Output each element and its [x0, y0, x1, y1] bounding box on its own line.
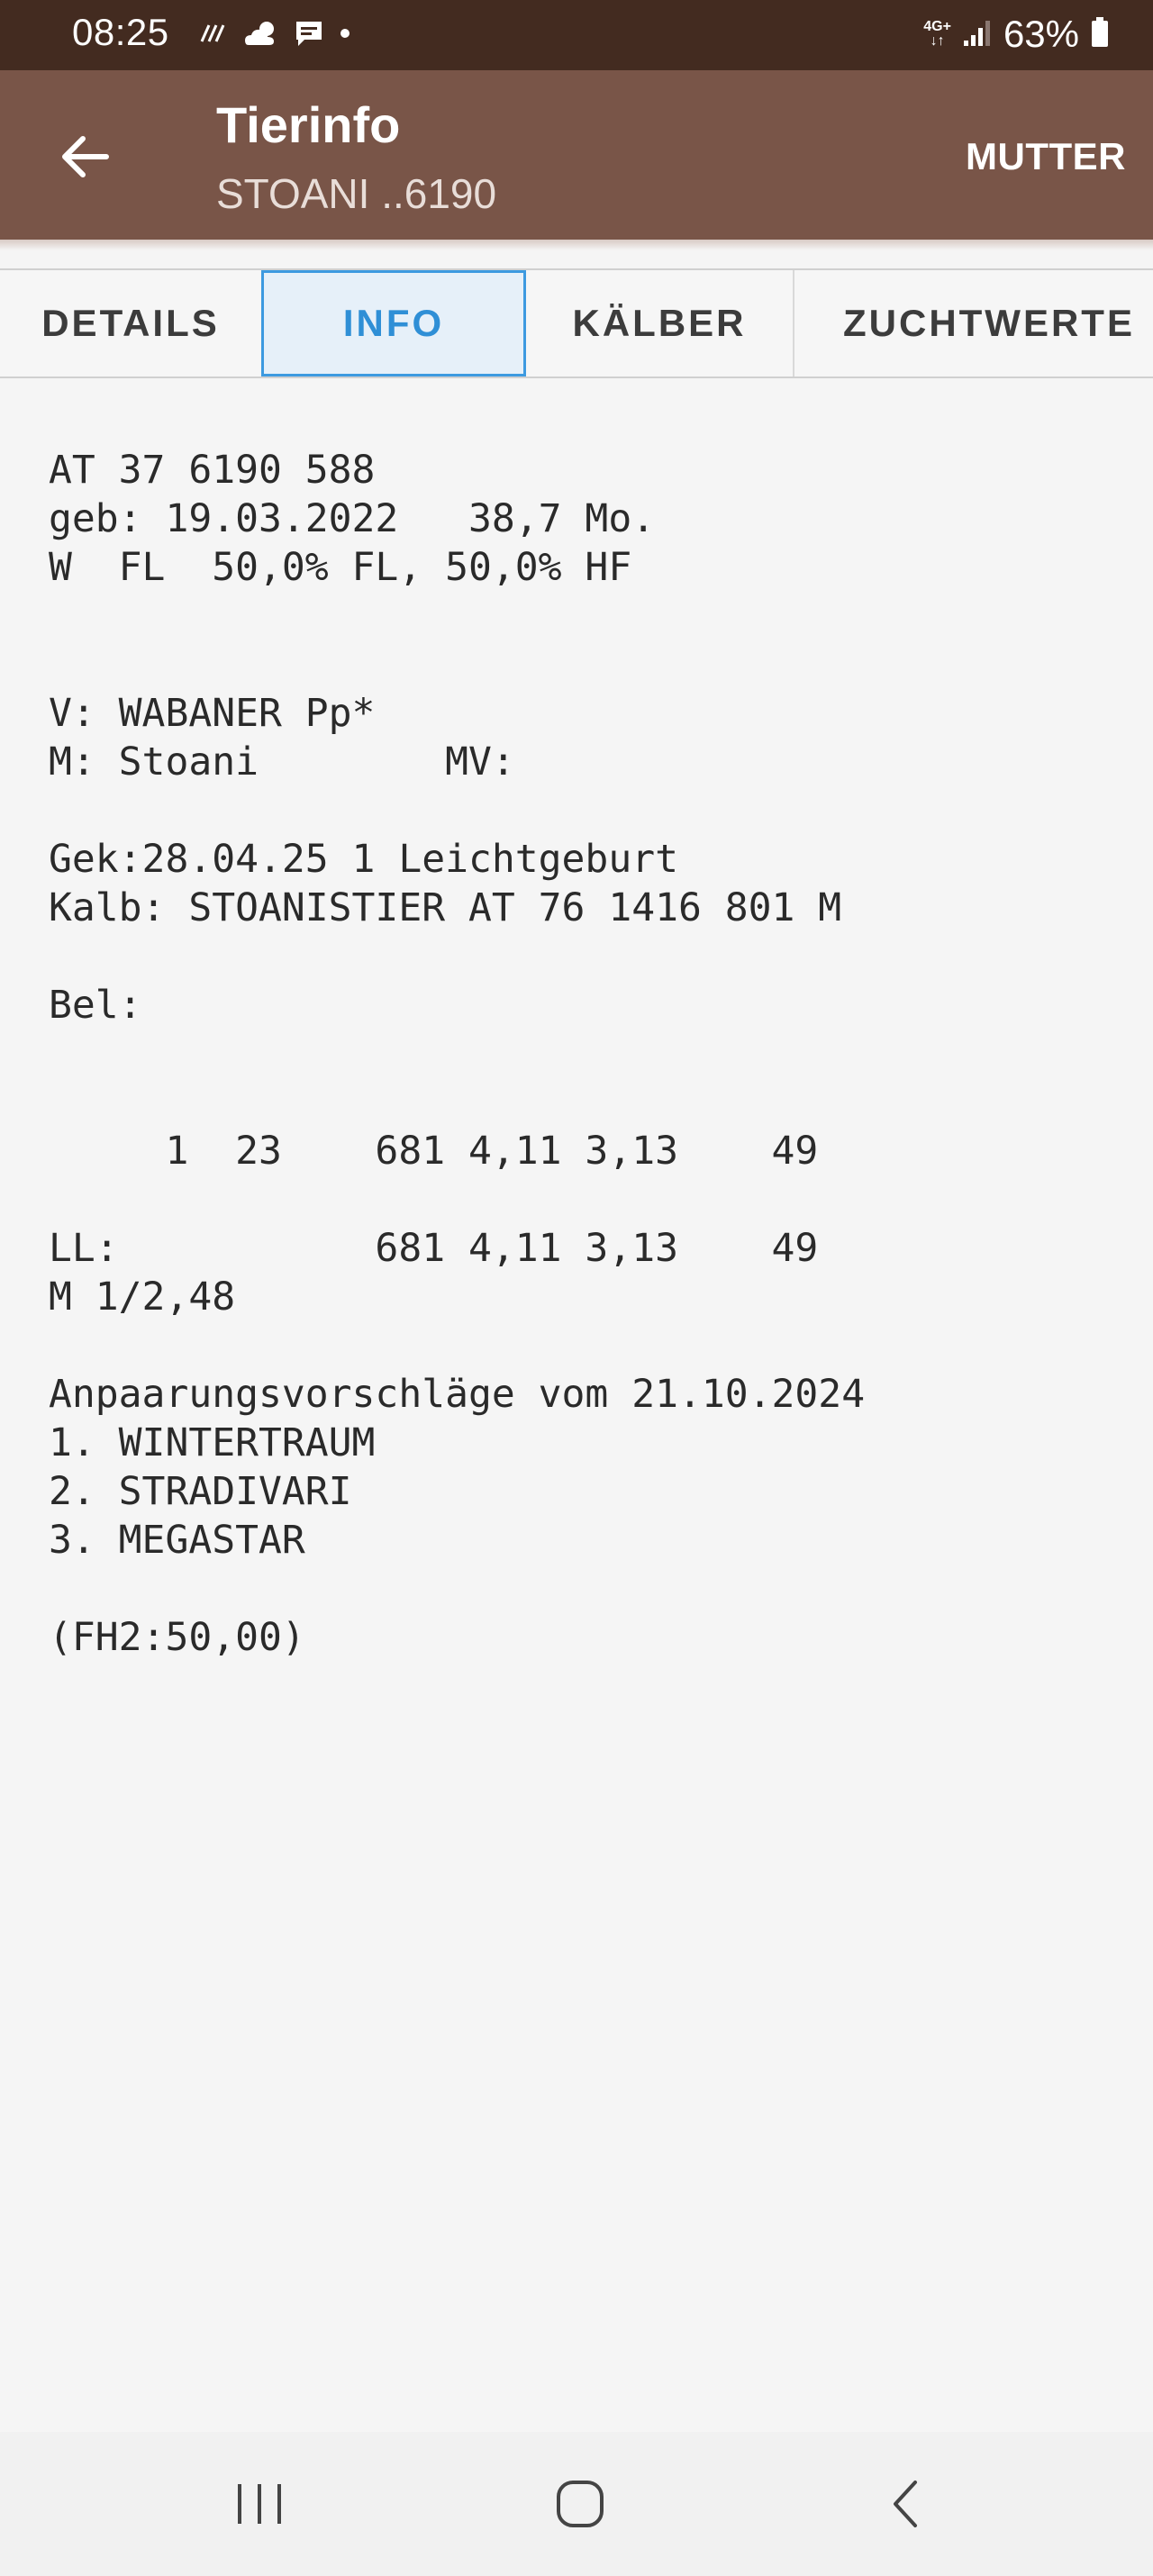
info-line	[49, 1078, 1130, 1127]
tab-info[interactable]: INFO	[261, 270, 526, 376]
tab-bar	[0, 268, 1153, 378]
status-bar	[0, 0, 1153, 70]
status-time: 08:25	[72, 11, 169, 53]
info-line	[49, 1565, 1130, 1613]
info-line: geb: 19.03.2022 38,7 Mo.	[49, 496, 656, 541]
tab-details[interactable]: DETAILS	[0, 270, 263, 376]
battery-percent: 63%	[1003, 13, 1079, 55]
info-line: Gek:28.04.25 1 Leichtgeburt	[49, 837, 678, 882]
info-line	[49, 786, 1130, 835]
page-title: Tierinfo	[216, 96, 401, 153]
info-line: M: Stoani MV:	[49, 739, 515, 785]
page-subtitle: STOANI ..6190	[216, 170, 497, 217]
info-line	[49, 592, 1130, 640]
network-arrows: ↓↑	[930, 33, 945, 49]
nav-back-icon[interactable]	[870, 2477, 942, 2531]
info-text	[49, 446, 1130, 1662]
mutter-button[interactable]: MUTTER	[966, 135, 1126, 177]
recent-apps-icon[interactable]	[223, 2477, 295, 2531]
app-bar-shadow	[0, 240, 1153, 250]
info-line: 2. STRADIVARI	[49, 1469, 352, 1514]
battery-icon	[1090, 16, 1110, 53]
info-line: AT 37 6190 588	[49, 448, 376, 493]
notification-icons	[198, 13, 351, 58]
info-line	[49, 640, 1130, 689]
info-line: Kalb: STOANISTIER AT 76 1416 801 M	[49, 885, 842, 930]
info-line	[49, 1175, 1130, 1224]
info-line: W FL 50,0% FL, 50,0% HF	[49, 545, 632, 590]
info-line: V: WABANER Pp*	[49, 691, 376, 736]
info-line: M 1/2,48	[49, 1274, 236, 1320]
info-line: (FH2:50,00)	[49, 1615, 305, 1660]
dot-icon	[339, 27, 351, 44]
info-line	[49, 932, 1130, 981]
info-line: 1. WINTERTRAUM	[49, 1420, 376, 1465]
signal-icon	[962, 17, 993, 52]
system-nav-bar	[0, 2432, 1153, 2576]
info-line: 3. MEGASTAR	[49, 1518, 305, 1563]
network-label: 4G+	[923, 19, 951, 34]
network-type	[923, 20, 951, 49]
info-line: Bel:	[49, 983, 142, 1028]
weather-icon	[198, 20, 229, 51]
cloud-sun-icon	[243, 18, 279, 53]
tab-zuchtwerte[interactable]: ZUCHTWERTE	[843, 302, 1135, 344]
info-line: LL: 681 4,11 3,13 49	[49, 1226, 819, 1271]
info-line	[49, 1321, 1130, 1370]
back-arrow-icon[interactable]	[56, 128, 113, 186]
info-line	[49, 1029, 1130, 1078]
message-icon	[294, 19, 324, 52]
status-right	[923, 9, 1110, 59]
app-bar	[0, 70, 1153, 240]
info-line: 1 23 681 4,11 3,13 49	[49, 1129, 819, 1174]
info-line: Anpaarungsvorschläge vom 21.10.2024	[49, 1372, 866, 1417]
home-icon[interactable]	[544, 2477, 616, 2531]
tab-kalber[interactable]: KÄLBER	[526, 270, 794, 376]
